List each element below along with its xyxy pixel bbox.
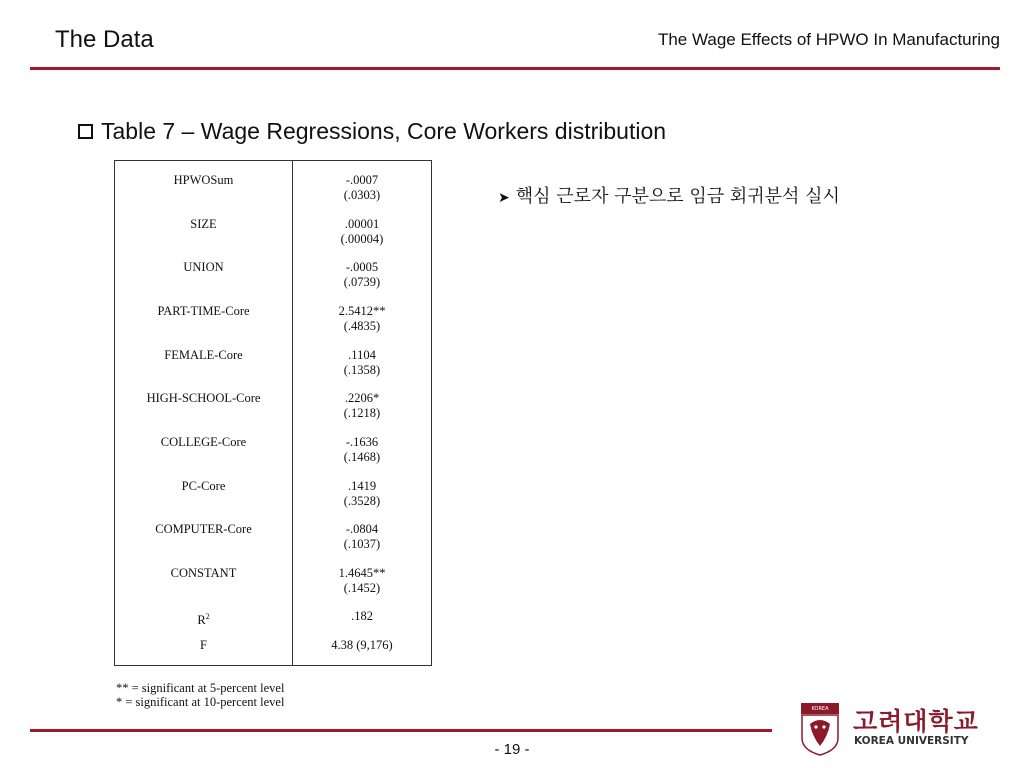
table-footnotes <box>116 681 284 709</box>
variable-name: F <box>200 638 207 652</box>
coefficient-cell <box>293 479 431 509</box>
standard-error: (.1037) <box>343 537 381 551</box>
standard-error: (.4835) <box>343 319 381 333</box>
standard-error: (.1468) <box>343 450 381 464</box>
coefficient-cell <box>293 638 431 653</box>
top-divider <box>30 67 1000 70</box>
variable-name: HPWOSum <box>173 173 234 187</box>
coefficient-cell <box>293 260 431 290</box>
logo-english-name: KOREA UNIVERSITY <box>854 735 969 747</box>
coefficient: 2.5412** <box>338 304 386 318</box>
r-squared-label: R <box>197 613 206 628</box>
variable-name: PART-TIME-Core <box>157 304 250 318</box>
coefficient: 4.38 (9,176) <box>331 638 393 652</box>
variable-name: UNION <box>183 260 224 274</box>
coefficient: 1.4645** <box>338 566 386 580</box>
coefficient-cell <box>293 522 431 552</box>
variable-name: COMPUTER-Core <box>155 522 252 536</box>
standard-error: (.1452) <box>343 581 381 595</box>
standard-error: (.1218) <box>343 406 381 420</box>
variable-name: PC-Core <box>181 479 226 493</box>
coefficient-cell <box>293 348 431 378</box>
logo-korean-name: 고려대학교 <box>853 707 979 736</box>
coefficient-cell <box>293 391 431 421</box>
slide-title: The Data <box>55 26 154 53</box>
coefficient-cell <box>293 217 431 247</box>
coefficient-cell <box>293 304 431 334</box>
coefficient: -.0007 <box>345 173 379 187</box>
section-heading <box>78 118 666 145</box>
variable-name: COLLEGE-Core <box>160 435 247 449</box>
coefficient: .1419 <box>347 479 377 493</box>
standard-error: (.0303) <box>343 188 381 202</box>
footnote: ** = significant at 5-percent level <box>116 681 285 695</box>
arrow-bullet-icon: ➤ <box>498 190 510 206</box>
bullet-point <box>498 182 840 208</box>
checkbox-bullet-icon <box>78 124 93 139</box>
r-squared-superscript: 2 <box>205 612 210 621</box>
coefficient-cell <box>293 435 431 465</box>
svg-text:KOREA: KOREA <box>811 706 829 712</box>
coefficient: -.1636 <box>345 435 379 449</box>
coefficient-cell <box>293 609 431 624</box>
coefficient-cell <box>293 173 431 203</box>
standard-error: (.00004) <box>340 232 384 246</box>
university-logo <box>800 700 990 760</box>
standard-error: (.1358) <box>343 363 381 377</box>
coefficient: -.0804 <box>345 522 379 536</box>
coefficient: -.0005 <box>345 260 379 274</box>
coefficient-cell <box>293 566 431 596</box>
variable-name: CONSTANT <box>170 566 237 580</box>
page-number: - 19 - <box>494 741 530 758</box>
variable-name: HIGH-SCHOOL-Core <box>146 391 261 405</box>
coefficient: .00001 <box>344 217 380 231</box>
regression-table <box>114 160 432 666</box>
standard-error: (.3528) <box>343 494 381 508</box>
variable-name: FEMALE-Core <box>164 348 243 362</box>
section-heading-text: Table 7 – Wage Regressions, Core Workers distribution <box>101 118 667 144</box>
variable-name: SIZE <box>190 217 217 231</box>
coefficient: .2206* <box>344 391 380 405</box>
footnote: * = significant at 10-percent level <box>116 695 285 709</box>
standard-error: (.0739) <box>343 275 381 289</box>
bottom-divider <box>30 729 772 732</box>
slide-subtitle: The Wage Effects of HPWO In Manufacturing <box>657 30 1000 49</box>
coefficient: .1104 <box>348 348 376 362</box>
coefficient: .182 <box>351 609 373 623</box>
crest-icon <box>800 702 840 756</box>
variable-name <box>115 609 292 628</box>
bullet-text: 핵심 근로자 구분으로 임금 회귀분석 실시 <box>515 186 840 207</box>
